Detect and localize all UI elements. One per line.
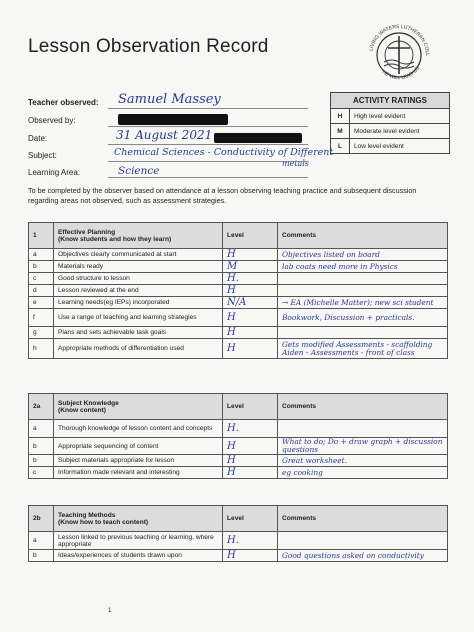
row-key: b <box>29 455 54 467</box>
criterion-text: Plans and sets achievable task goals <box>54 327 223 339</box>
date-value: 31 August 2021 <box>116 128 213 142</box>
criterion-text: Appropriate sequencing of content <box>54 438 223 455</box>
criterion-text: Good structure to lesson <box>54 273 223 285</box>
table-row <box>29 297 448 309</box>
row-key: h <box>29 339 54 359</box>
table-row <box>29 420 448 438</box>
teacher-value: Samuel Massey <box>118 92 221 107</box>
comment-text: Gets modified Assessments - scaffolding Aiden - Assessments - front of class <box>278 339 448 359</box>
rating-label: Low level evident <box>350 139 450 154</box>
criterion-text: Information made relevant and interesting <box>54 467 223 479</box>
criterion-text: Learning needs(eg IEPs) incorporated <box>54 297 223 309</box>
section-title: Effective Planning <box>58 228 116 236</box>
level-value: M <box>223 261 278 273</box>
section-subtitle: (Know students and how they learn) <box>58 235 172 243</box>
rating-label: Moderate level evident <box>350 124 450 139</box>
date-label: Date: <box>28 134 48 143</box>
comment-text: → EA (Michelle Matter); new sci student <box>278 297 448 309</box>
observed-by-label: Observed by: <box>28 116 76 125</box>
level-value: H. <box>223 532 278 550</box>
section-subtitle: (Know how to teach content) <box>58 518 149 526</box>
comment-text <box>278 327 448 339</box>
table-row <box>29 285 448 297</box>
learning-area-value: Science <box>118 165 160 177</box>
row-key: d <box>29 285 54 297</box>
criterion-text: Objectives clearly communicated at start <box>54 249 223 261</box>
level-header: Level <box>223 223 278 249</box>
section-table-1 <box>28 222 448 359</box>
section-number: 2b <box>29 506 54 532</box>
comment-text: What to do; Do + draw graph + discussion questions <box>278 438 448 455</box>
level-value: H <box>223 455 278 467</box>
level-value: H. <box>223 273 278 285</box>
section-number: 1 <box>29 223 54 249</box>
level-value: H <box>223 339 278 359</box>
section-table-2a <box>28 393 448 479</box>
section-table-2b <box>28 505 448 562</box>
row-key: b <box>29 438 54 455</box>
rating-key: H <box>331 109 350 124</box>
table-row <box>29 309 448 327</box>
teacher-label: Teacher observed: <box>28 98 99 107</box>
criterion-text: Materials ready <box>54 261 223 273</box>
rating-key: M <box>331 124 350 139</box>
comment-text: eg cooking <box>278 467 448 479</box>
comment-text: Good questions asked on conductivity <box>278 550 448 562</box>
row-key: a <box>29 532 54 550</box>
level-header: Level <box>223 506 278 532</box>
table-row <box>29 327 448 339</box>
criterion-text: Lesson linked to previous teaching or learning, where appropriate <box>54 532 223 550</box>
row-key: a <box>29 420 54 438</box>
section-number: 2a <box>29 394 54 420</box>
table-row <box>29 339 448 359</box>
comment-text: lab coats need more in Physics <box>278 261 448 273</box>
level-value: H <box>223 467 278 479</box>
level-value: H <box>223 550 278 562</box>
comments-header: Comments <box>278 506 448 532</box>
comment-text: Bookwork, Discussion + practicals. <box>278 309 448 327</box>
row-key: c <box>29 273 54 285</box>
subject-value-cont: metals <box>282 159 309 168</box>
redacted-date-extra <box>214 133 302 143</box>
row-key: b <box>29 261 54 273</box>
level-value: N/A <box>223 297 278 309</box>
learning-area-label: Learning Area: <box>28 168 81 177</box>
criterion-text: Appropriate methods of differentiation used <box>54 339 223 359</box>
comment-text: Great worksheet. <box>278 455 448 467</box>
ratings-header: ACTIVITY RATINGS <box>331 93 450 109</box>
row-key: e <box>29 297 54 309</box>
row-key: f <box>29 309 54 327</box>
criterion-text: Ideas/experiences of students drawn upon <box>54 550 223 562</box>
comment-text <box>278 285 448 297</box>
level-value: H <box>223 285 278 297</box>
activity-ratings-table <box>330 92 450 154</box>
table-row <box>29 438 448 455</box>
level-value: H <box>223 309 278 327</box>
comment-text <box>278 420 448 438</box>
table-row <box>29 455 448 467</box>
comment-text: Objectives listed on board <box>278 249 448 261</box>
criterion-text: Lesson reviewed at the end <box>54 285 223 297</box>
comments-header: Comments <box>278 394 448 420</box>
comment-text <box>278 532 448 550</box>
section-subtitle: (Know content) <box>58 406 106 414</box>
comment-text <box>278 273 448 285</box>
svg-text:LIVING WATERS LUTHERAN COLLEGE: LIVING WATERS LUTHERAN COLL <box>368 23 431 57</box>
level-value: H <box>223 438 278 455</box>
school-logo <box>362 18 436 92</box>
comments-header: Comments <box>278 223 448 249</box>
rating-label: High level evident <box>350 109 450 124</box>
svg-text:HE WILL LEAD US: HE WILL LEAD US <box>380 65 421 82</box>
section-title: Subject Knowledge <box>58 399 119 407</box>
criterion-text: Thorough knowledge of lesson content and concepts <box>54 420 223 438</box>
level-value: H <box>223 249 278 261</box>
redacted-observer-name <box>118 114 228 125</box>
table-row <box>29 467 448 479</box>
level-value: H. <box>223 420 278 438</box>
page-title: Lesson Observation Record <box>28 36 269 57</box>
rating-key: L <box>331 139 350 154</box>
page-number: 1 <box>108 608 112 614</box>
row-key: g <box>29 327 54 339</box>
subject-value: Chemical Sciences - Conductivity of Different <box>114 147 334 158</box>
table-row <box>29 550 448 562</box>
criterion-text: Use a range of teaching and learning strategies <box>54 309 223 327</box>
subject-label: Subject: <box>28 151 57 160</box>
table-row <box>29 532 448 550</box>
table-row <box>29 249 448 261</box>
instructions-text: To be completed by the observer based on attendance at a lesson observing teaching practice and subsequent discussion regarding areas not observed, such as assessment strategies. <box>28 186 417 205</box>
row-key: b <box>29 550 54 562</box>
level-header: Level <box>223 394 278 420</box>
level-value: H <box>223 327 278 339</box>
table-row <box>29 273 448 285</box>
section-title: Teaching Methods <box>58 511 116 519</box>
criterion-text: Subject materials appropriate for lesson <box>54 455 223 467</box>
row-key: c <box>29 467 54 479</box>
row-key: a <box>29 249 54 261</box>
table-row <box>29 261 448 273</box>
